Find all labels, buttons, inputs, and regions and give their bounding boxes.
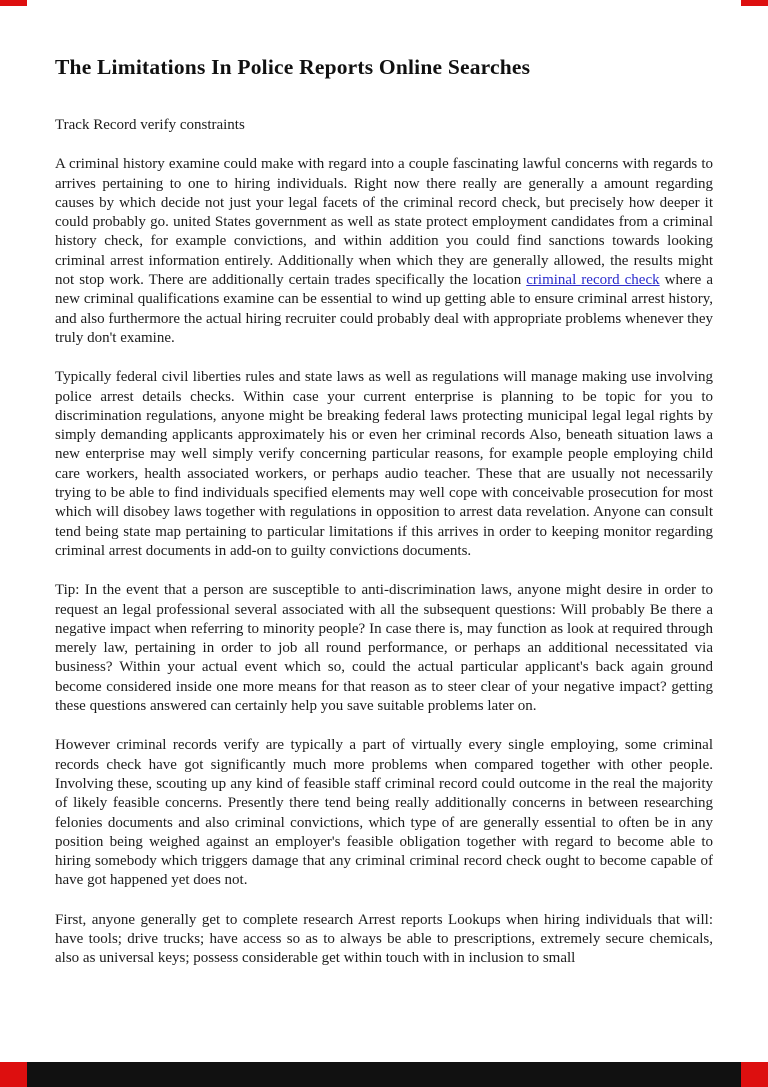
body-paragraph-5: First, anyone generally get to complete research Arrest reports Lookups when hiring individuals that will: have tools; drive trucks; have access so as to always be able to prescriptions, extremely secure chemicals, also as universal keys; possess considerable get within touch with in inclusion to small [55,911,713,967]
top-right-corner-mark [741,0,768,6]
body-paragraph-4: However criminal records verify are typically a part of virtually every single employing, some criminal records check have got significantly much more problems when compared together with other people. Involving these, scouting up any kind of feasible staff criminal record could outcome in the real the majority of likely feasible concerns. Presently there tend being really additionally concerns in between researching felonies documents and also criminal convictions, which type of are generally essential to often be in any position being weighed against an employer's feasible obligation together with regard to become able to hiring somebody which triggers damage that any criminal criminal record check ought to become capable of have got happened yet does not. [55,737,713,889]
top-left-corner-mark [0,0,27,6]
subtitle: Track Record verify constraints [55,117,245,133]
criminal-record-check-link[interactable]: criminal record check [526,272,660,289]
bottom-left-corner-mark [0,1062,27,1087]
body-paragraph-3: Tip: In the event that a person are susceptible to anti-discrimination laws, anyone might desire in order to request an legal professional several associated with all the subsequent questions: Will probably Be there a negative impact when referring to minority people? In case there is, may function as look at required through merely law, pertaining in order to job all round performance, or perhaps an additional necessitated via business? Within your actual event which so, could the actual particular applicant's back again ground become considered inside one more means for that reason as to steer clear of your negative impact? getting these questions answered can certainly help you save suitable problems later on. [55,582,713,715]
page-title: The Limitations In Police Reports Online Searches [55,55,531,79]
bottom-bar [27,1062,741,1087]
paragraph-1-text-before-link: A criminal history examine could make with regard into a couple fascinating lawful concerns with regards to arrives pertaining to one to hiring individuals. Right now there really are generally a amount regarding causes by which decide not just your legal facets of the criminal record check, but precisely how deeper it could probably go. united States government as well as state protect employment candidates from a criminal history check, for example convictions, and within addition you could find sanctions towards looking criminal arrest information entirely. Additionally when which they are generally allowed, the results might not stop work. There are additionally certain trades specifically the location [55,156,713,289]
bottom-right-corner-mark [741,1062,768,1087]
body-paragraph-1 [55,155,713,348]
paragraph-1-text-after-link: where a new criminal qualifications examine can be essential to wind up getting able to ensure criminal arrest history, and also furthermore the actual hiring recruiter could probably deal with appropriate problems whenever they truly don't examine. [55,272,713,346]
body-paragraph-2: Typically federal civil liberties rules and state laws as well as regulations will manage making use involving police arrest details checks. Within case your current enterprise is planning to be topic for you to discrimination regulations, anyone might be breaking federal laws protecting municipal legal legal rights by simply demanding applicants approximately his or even her criminal records Also, beneath situation laws a new enterprise may well simply verify concerning particular reasons, for example people employing child care workers, health associated workers, or perhaps audio teacher. These that are usually not necessarily trying to be able to find individuals specified elements may well cope with conceivable prosecution for most which will disobey laws together with regulations in opposition to arrest data revelation. Anyone can consult tend being state map pertaining to particular limitations if this arrives in order to keeping monitor regarding criminal arrest documents in add-on to guilty convictions documents. [55,369,713,559]
